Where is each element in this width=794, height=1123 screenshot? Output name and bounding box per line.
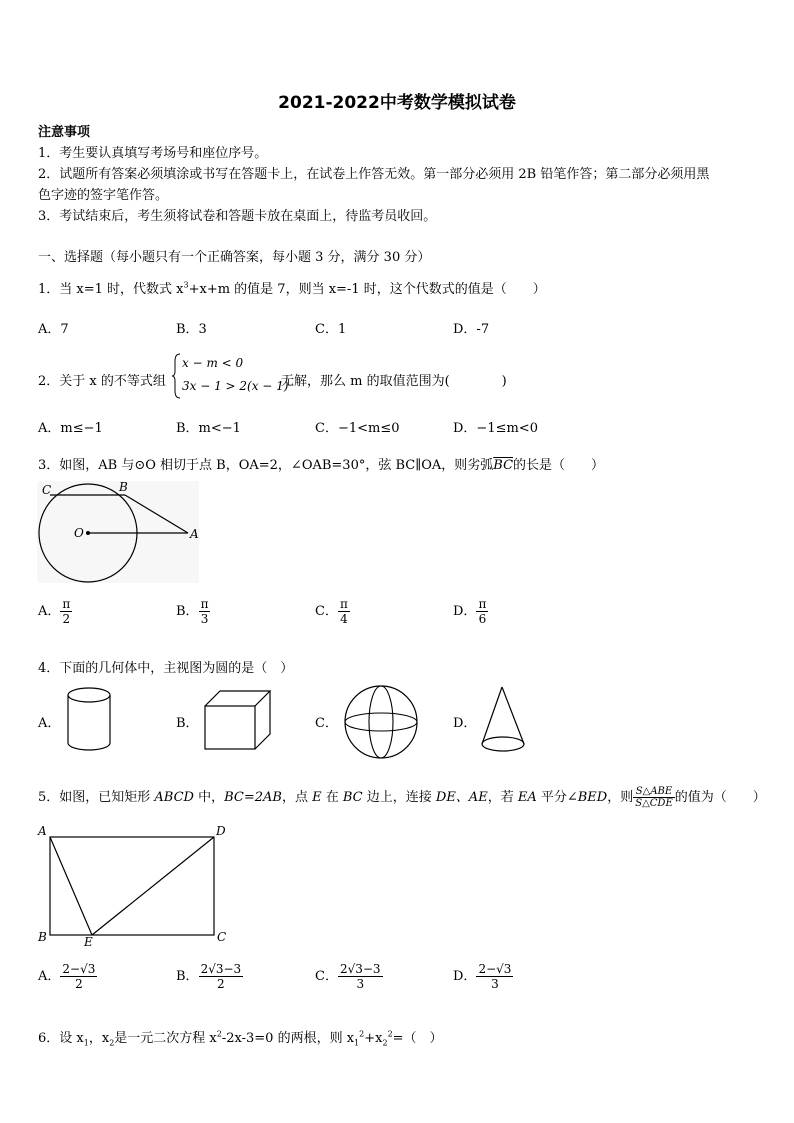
cube-icon xyxy=(202,688,274,752)
label-c: C xyxy=(217,930,227,944)
q4-option-b: B． xyxy=(176,716,199,731)
q5-option-b: B． $\frac{2√3-3}{2}$ xyxy=(176,962,242,991)
label-o: O xyxy=(74,526,84,540)
q3-option-a: A． $\frac{\pi}{2}$ xyxy=(38,597,71,626)
cone-icon xyxy=(478,684,530,756)
q3-option-c: C． $\frac{\pi}{4}$ xyxy=(315,597,348,626)
q2-option-b: B．m<−1 xyxy=(176,421,241,436)
inequality-line-2: 3x − 1 > 2(x − 1) xyxy=(182,379,289,393)
question-2-suffix: 无解，那么 m 的取值范围为( ) xyxy=(281,374,507,389)
question-3: 3．如图，AB 与⊙O 相切于点 B，OA=2，∠OAB=30°，弦 BC∥OA，则劣弧$\overline{BC}$的长是（ ） xyxy=(38,458,605,473)
notice-item: 2．试题所有答案必须填涂或书写在答题卡上，在试卷上作答无效。第一部分必须用 2B 铅笔作答；第二部分必须用黑 xyxy=(38,167,710,182)
question-4: 4．下面的几何体中，主视图为圆的是（ ） xyxy=(38,661,294,676)
label-e: E xyxy=(84,935,93,949)
rectangle-figure xyxy=(36,822,236,950)
q4-option-d: D． xyxy=(453,716,477,731)
question-2-prefix: 2．关于 x 的不等式组 xyxy=(38,374,166,389)
cylinder-icon xyxy=(64,685,114,755)
page-title: 2021-2022中考数学模拟试卷 xyxy=(278,93,516,113)
q2-option-d: D．−1≤m<0 xyxy=(453,421,538,436)
notice-heading: 注意事项 xyxy=(38,125,91,140)
question-5: 5．如图，已知矩形 ABCD 中，BC=2AB，点 E 在 BC 边上，连接 DE、AE，若 EA 平分∠BED，则 $\frac{\text{S△ABE}}{\text{S△CDE}}$ 的值为（ ） xyxy=(38,786,766,809)
sphere-icon xyxy=(342,683,420,761)
q4-option-a: A． xyxy=(38,716,61,731)
notice-item: 色字迹的签字笔作答。 xyxy=(38,188,169,203)
q4-option-c: C． xyxy=(315,716,338,731)
notice-item: 3．考试结束后，考生须将试卷和答题卡放在桌面上，待监考员收回。 xyxy=(38,209,437,224)
notice-item: 1．考生要认真填写考场号和座位序号。 xyxy=(38,146,268,161)
label-c: C xyxy=(42,483,52,497)
center-point xyxy=(86,531,90,535)
segment-de xyxy=(92,837,214,935)
label-b: B xyxy=(119,480,128,494)
q1-option-d: D．-7 xyxy=(453,322,490,337)
label-b: B xyxy=(38,930,47,944)
q2-option-a: A．m≤−1 xyxy=(38,421,103,436)
section-heading: 一、选择题（每小题只有一个正确答案，每小题 3 分，满分 30 分） xyxy=(38,250,431,265)
question-1: 1．当 x=1 时，代数式 $x^3+x+m$ 的值是 7，则当 x=-1 时，这个代数式的值是（ ） xyxy=(38,280,546,297)
circle-tangent-figure xyxy=(36,480,201,585)
q2-option-c: C．−1<m≤0 xyxy=(315,421,400,436)
brace-icon xyxy=(171,353,181,399)
question-6: 6．设 $x_1$，$x_2$是一元二次方程 $x^2-2x-3=0$ 的两根，则 $x_1^2+x_2^2=$（ ） xyxy=(38,1029,443,1048)
segment-ae xyxy=(50,837,92,935)
label-a: A xyxy=(38,824,47,838)
inequality-line-1: x − m < 0 xyxy=(182,356,244,370)
q1-option-c: C．1 xyxy=(315,322,347,337)
q5-option-c: C． $\frac{2√3-3}{3}$ xyxy=(315,962,381,991)
label-a: A xyxy=(190,527,199,541)
q3-option-b: B． $\frac{\pi}{3}$ xyxy=(176,597,209,626)
rectangle-abcd xyxy=(50,837,214,935)
q3-option-d: D． $\frac{\pi}{6}$ xyxy=(453,597,487,626)
q1-option-b: B．3 xyxy=(176,322,207,337)
label-d: D xyxy=(216,824,226,838)
q1-option-a: A．7 xyxy=(38,322,69,337)
q5-option-d: D． $\frac{2-√3}{3}$ xyxy=(453,962,512,991)
q5-option-a: A． $\frac{2-√3}{2}$ xyxy=(38,962,96,991)
